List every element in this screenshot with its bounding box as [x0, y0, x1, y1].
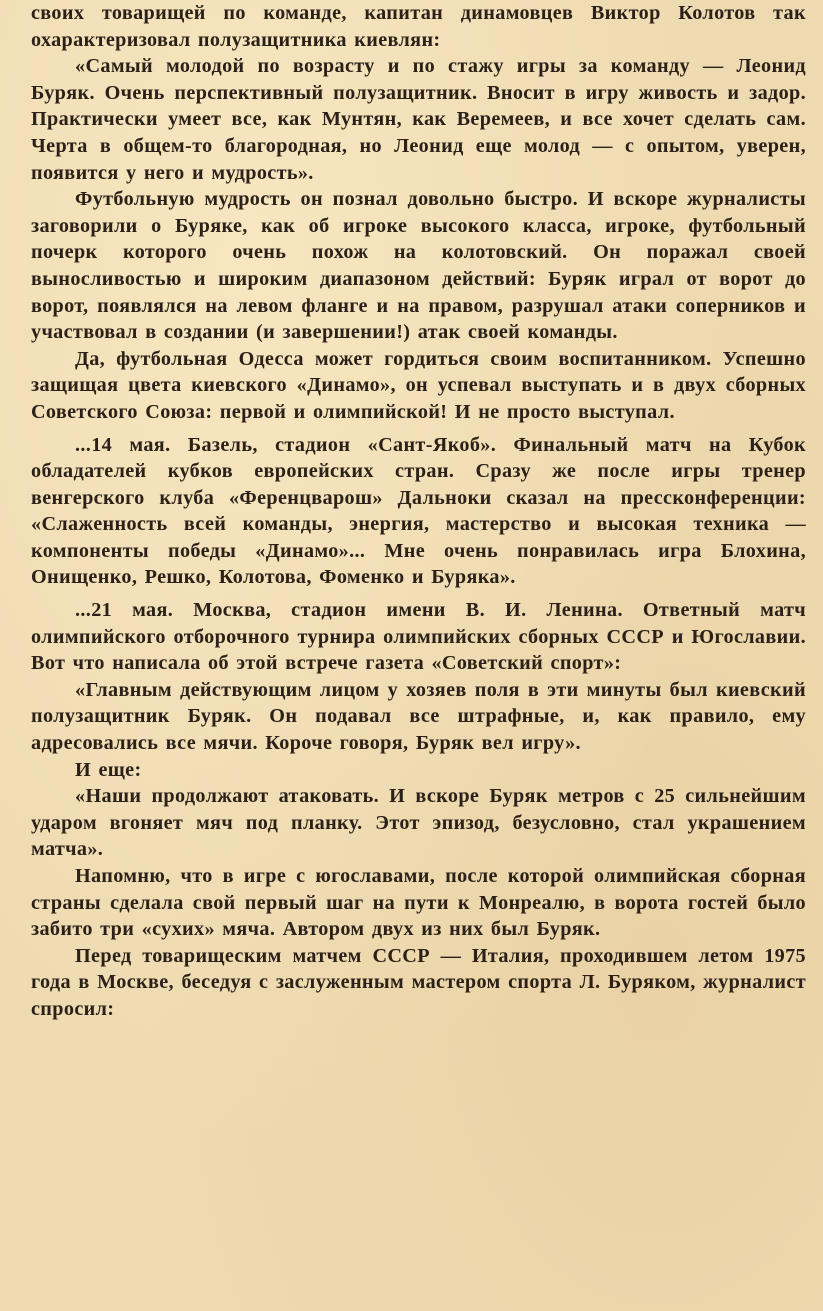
paragraph-continuation: своих товарищей по команде, капитан динамовцев Виктор Колотов так охарактеризовал полузащитника киевлян: — [31, 2, 806, 51]
paragraph-moscow-match: ...21 мая. Москва, стадион имени В. И. Ленина. Ответный матч олимпийского отборочного турнира олимпийских сборных СССР и Югославии. Вот что написала об этой встрече газета «Советский спорт»: — [31, 599, 806, 675]
body-text — [31, 0, 806, 1023]
paragraph-odessa: Да, футбольная Одесса может гордиться своим воспитанником. Успешно защищая цвета киевского «Динамо», он успевал выступать и в двух сборных Советского Союза: первой и олимпийской! И не просто выступал. — [31, 347, 806, 423]
paragraph-sovsport-quote: «Главным действующим лицом у хозяев поля в эти минуты был киевский полузащитник Буряк. Он подавал все штрафные, и, как правило, ему адресовались все мячи. Короче говоря, Буряк вел игру». — [31, 678, 806, 755]
paragraph-basel-final: ...14 мая. Базель, стадион «Сант-Якоб». Финальный матч на Кубок обладателей кубков европейских стран. Сразу же после игры тренер венгерского клуба «Ференцварош» Дальноки сказал на прессконференции: «Слаженность всей команды, энергия, мастерство и высокая техника — компоненты победы «Динамо»... Мне очень понравилась игра Блохина, Онищенко, Решко, Колотова, Фоменко и Буряка». — [31, 433, 806, 589]
paragraph-kolotov-quote: «Самый молодой по возрасту и по стажу игры за команду — Леонид Буряк. Очень перспективный полузащитник. Вносит в игру живость и задор. Практически умеет все, как Мунтян, как Веремеев, и все хочет сделать сам. Черта в общем-то благородная, но Леонид еще молод — с опытом, уверен, появится у него и мудрость». — [31, 55, 806, 184]
paragraph-italy-interview: Перед товарищеским матчем СССР — Италия, проходившем летом 1975 года в Москве, беседуя с заслуженным мастером спорта Л. Буряком, журналист спросил: — [31, 944, 806, 1020]
paragraph-and-also: И еще: — [75, 758, 142, 781]
paragraph-football-wisdom: Футбольную мудрость он познал довольно быстро. И вскоре журналисты заговорили о Буряке, как об игроке высокого класса, игроке, футбольный почерк которого очень похож на колотовский. Он поражал своей выносливостью и широким диапазоном действий: Буряк играл от ворот до ворот, появлялся на левом фланге и на правом, разрушал атаки соперников и участвовал в создании (и завершении!) атак своей команды. — [31, 188, 806, 344]
paragraph-goal-quote: «Наши продолжают атаковать. И вскоре Буряк метров с 25 сильнейшим ударом вгоняет мяч под планку. Этот эпизод, безусловно, стал украшением матча». — [31, 785, 806, 861]
paragraph-yugoslavia-result: Напомню, что в игре с югославами, после которой олимпийская сборная страны сделала свой первый шаг на пути к Монреалю, в ворота гостей было забито три «сухих» мяча. Автором двух из них был Буряк. — [31, 865, 806, 941]
